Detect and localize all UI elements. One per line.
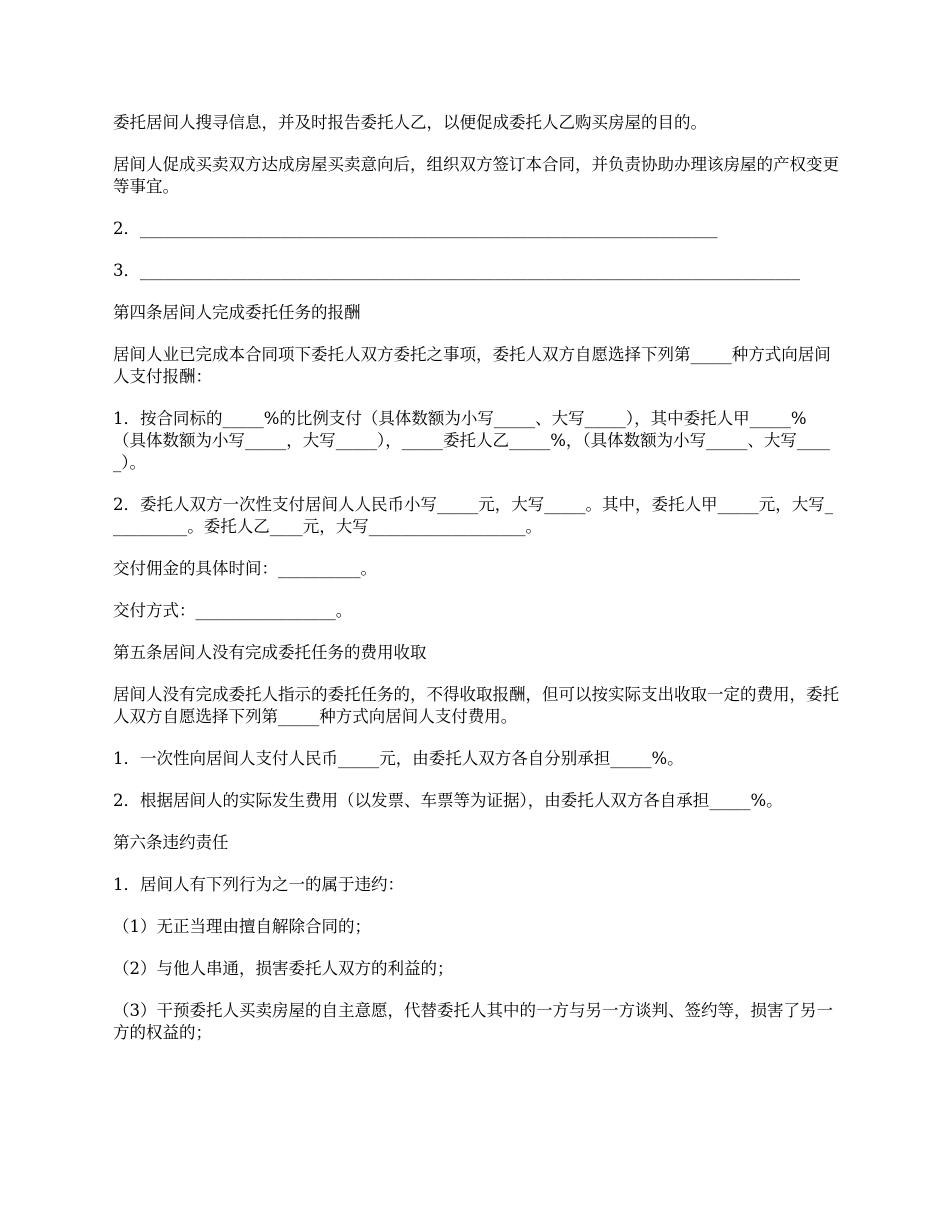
- paragraph-breach-item-3: （3）干预委托人买卖房屋的自主意愿，代替委托人其中的一方与另一方谈判、签约等，损害了另一方的权益的；: [113, 1001, 833, 1042]
- paragraph-breach-intro: 1．居间人有下列行为之一的属于违约：: [113, 875, 404, 894]
- paragraph-fee-option-2: 2．根据居间人的实际发生费用（以发票、车票等为证据），由委托人双方各自承担_____%。: [113, 791, 783, 810]
- paragraph-fee-intro: 居间人没有完成委托人指示的委托任务的，不得收取报酬，但可以按实际支出收取一定的费用，委托人双方自愿选择下列第_____种方式向居间人支付费用。: [113, 685, 839, 726]
- paragraph-payment-time: 交付佣金的具体时间：__________。: [113, 559, 377, 578]
- paragraph-remuneration-intro: 居间人业已完成本合同项下委托人双方委托之事项，委托人双方自愿选择下列第_____种方式向居间人支付报酬：: [113, 345, 831, 386]
- document-body: [113, 112, 839, 1064]
- paragraph-remuneration-option-1: 1．按合同标的_____%的比例支付（具体数额为小写_____、大写_____），其中委托人甲_____%（具体数额为小写_____，大写_____），_____委托人乙_____%，（具体数额为小写_____、大写_____）。: [113, 409, 830, 472]
- paragraph-breach-item-2: （2）与他人串通，损害委托人双方的利益的；: [113, 959, 454, 978]
- paragraph-broker-duties: 居间人促成买卖双方达成房屋买卖意向后，组织双方签订本合同，并负责协助办理该房屋的产权变更等事宜。: [113, 155, 839, 196]
- paragraph-payment-method: 交付方式：_________________。: [113, 601, 353, 620]
- paragraph-commission-search: 委托居间人搜寻信息，并及时报告委托人乙，以便促成委托人乙购买房屋的目的。: [113, 113, 707, 132]
- paragraph-fee-option-1: 1．一次性向居间人支付人民币_____元，由委托人双方各自分别承担_____%。: [113, 749, 684, 768]
- paragraph-blank-item-3: 3．________________________________________________________________________________: [113, 261, 800, 280]
- paragraph-remuneration-option-2: 2．委托人双方一次性支付居间人人民币小写_____元，大写_____。其中，委托人甲_____元，大写__________。委托人乙____元，大写___________________。: [113, 495, 833, 536]
- article-5-heading: 第五条居间人没有完成委托任务的费用收取: [113, 643, 427, 662]
- paragraph-breach-item-1: （1）无正当理由擅自解除合同的；: [113, 917, 371, 936]
- article-4-heading: 第四条居间人完成委托任务的报酬: [113, 303, 361, 322]
- paragraph-blank-item-2: 2．______________________________________________________________________: [113, 219, 718, 238]
- article-6-heading: 第六条违约责任: [113, 833, 229, 852]
